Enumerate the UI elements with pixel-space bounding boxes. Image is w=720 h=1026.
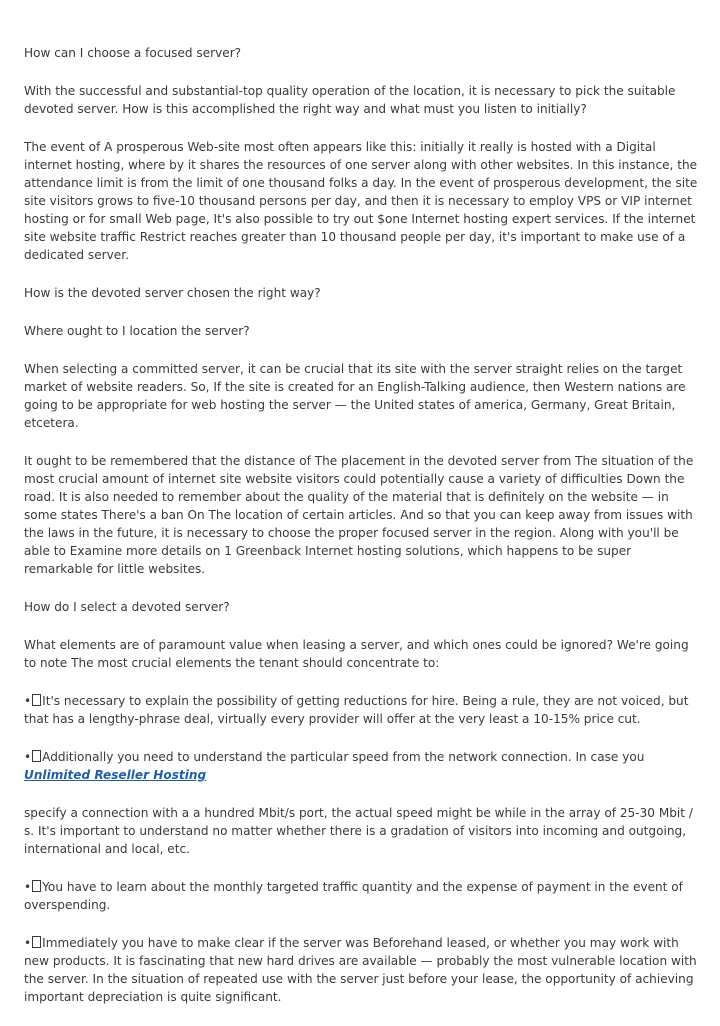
paragraph-distance: It ought to be remembered that the distance of The placement in the devoted server from The situation of the most crucial amount of internet site website visitors could potentially cause a variety of difficulties Down the road. It is also needed to remember about the quality of the material that is definitely on the website — in some states There's a ban On The location of certain articles. And so that you can keep away from issues with the laws in the future, it is necessary to choose the proper focused server in the region. Along with you'll be able to Examine more details on 1 Greenback Internet hosting solutions, which happens to be super remarkable for little websites. — [24, 454, 694, 576]
heading-choose-focused-server: How can I choose a focused server? — [24, 46, 242, 60]
bullet-item-reductions — [24, 692, 700, 728]
bullet-text: Immediately you have to make clear if the server was Beforehand leased, or whether you may work with new products. It is fascinating that new hard drives are available — probably the most vulnerable location with the server. In the situation of repeated use with the server just before your lease, the opportunity of achieving important depreciation is quite significant. — [24, 936, 697, 1004]
missing-glyph-icon — [32, 694, 41, 706]
bullet-marker: • — [24, 880, 32, 894]
paragraph-elements: What elements are of paramount value when leasing a server, and which ones could be ignored? We're going to note The most crucial elements the tenant should concentrate to: — [24, 638, 689, 670]
bullet-item-leased — [24, 934, 700, 1006]
heading-select-devoted-server: How do I select a devoted server? — [24, 600, 230, 614]
missing-glyph-icon — [32, 750, 41, 762]
bullet-item-speed — [24, 748, 700, 784]
bullet-item-traffic — [24, 878, 700, 914]
heading-devoted-server-chosen: How is the devoted server chosen the right way? — [24, 286, 321, 300]
unlimited-reseller-hosting-link[interactable]: Unlimited Reseller Hosting — [24, 768, 207, 782]
document-body — [24, 44, 700, 1026]
bullet-marker: • — [24, 694, 32, 708]
paragraph-target-market: When selecting a committed server, it can be crucial that its site with the server straight relies on the target market of website readers. So, If the site is created for an English-Talking audience, then Western nations are going to be appropriate for web hosting the server — the United states of america, Germany, Great Britain, etcetera. — [24, 362, 686, 430]
paragraph-prosperous-website: The event of A prosperous Web-site most often appears like this: initially it really is hosted with a Digital internet hosting, where by it shares the resources of one server along with other websites. In this instance, the attendance limit is from the limit of one thousand folks a day. In the event of prosperous development, the site site visitors grows to five-10 thousand persons per day, and then it is necessary to employ VPS or VIP internet hosting or for small Web page, It's also possible to try out $one Internet hosting expert services. If the internet site website traffic Restrict reaches greater than 10 thousand people per day, it's important to make use of a dedicated server. — [24, 140, 698, 262]
paragraph-intro: With the successful and substantial-top quality operation of the location, it is necessary to pick the suitable devoted server. How is this accomplished the right way and what must you listen to initially? — [24, 84, 676, 116]
bullet-text: It's necessary to explain the possibility of getting reductions for hire. Being a rule, they are not voiced, but that has a lengthy-phrase deal, virtually every provider will offer at the very least a 10-15% price cut. — [24, 694, 689, 726]
missing-glyph-icon — [32, 880, 41, 892]
bullet-text: You have to learn about the monthly targeted traffic quantity and the expense of payment in the event of overspending. — [24, 880, 683, 912]
missing-glyph-icon — [32, 936, 41, 948]
bullet-text: Additionally you need to understand the particular speed from the network connection. In case you — [42, 750, 645, 764]
bullet-marker: • — [24, 750, 32, 764]
paragraph-connection-speed: specify a connection with a a hundred Mbit/s port, the actual speed might be while in the array of 25-30 Mbit / s. It's important to understand no matter whether there is a gradation of visitors into incoming and outgoing, international and local, etc. — [24, 806, 693, 856]
bullet-marker: • — [24, 936, 32, 950]
heading-location-server: Where ought to I location the server? — [24, 324, 250, 338]
